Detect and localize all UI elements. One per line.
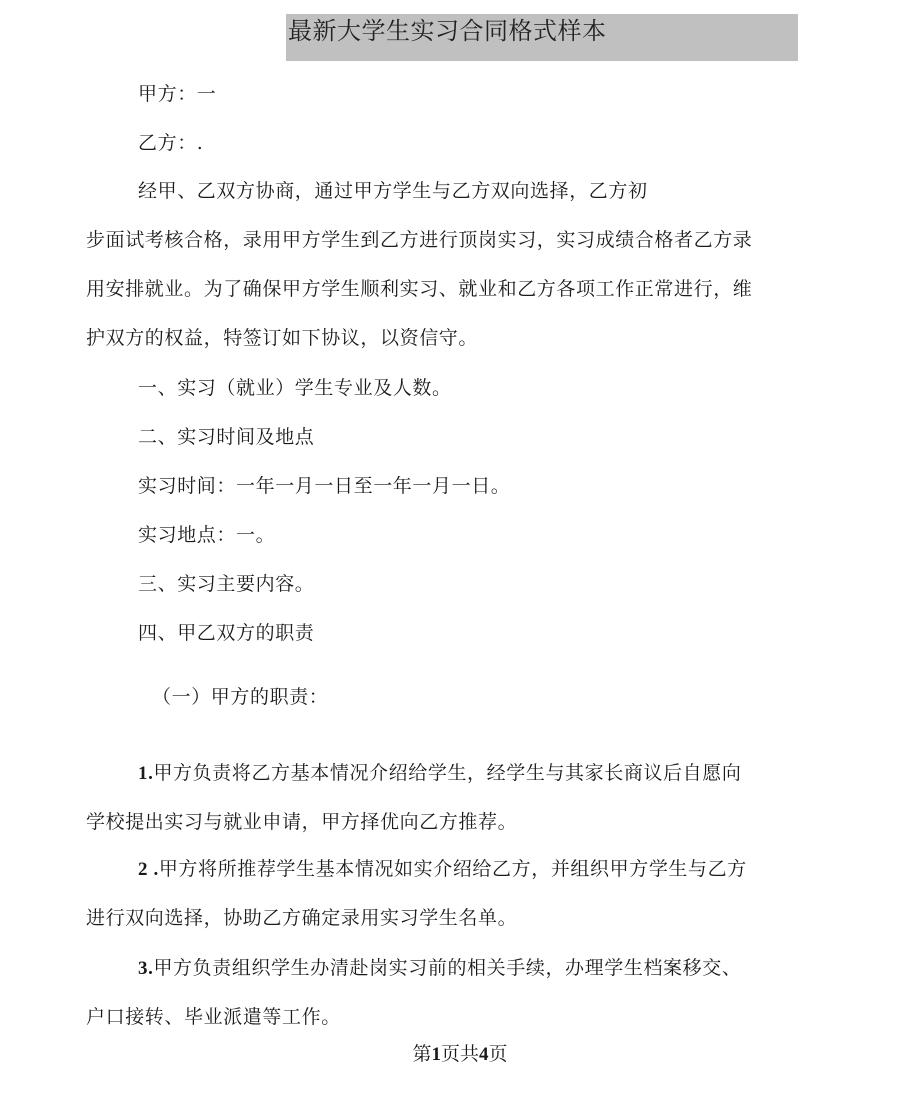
section-3-heading: 三、实习主要内容。 — [138, 573, 315, 595]
document-title: 最新大学生实习合同格式样本 — [288, 17, 607, 45]
duty-item-3-line-2: 户口接转、毕业派遣等工作。 — [86, 1006, 341, 1028]
duty-item-2-line-2: 进行双向选择，协助乙方确定录用实习学生名单。 — [86, 907, 518, 929]
item-number: 2 . — [138, 859, 159, 880]
item-text: 甲方负责组织学生办清赴岗实习前的相关手续，办理学生档案移交、 — [153, 957, 742, 979]
total-pages-number: 4 — [479, 1044, 489, 1065]
internship-location-line: 实习地点：一。 — [138, 524, 276, 546]
current-page-number: 1 — [431, 1044, 441, 1065]
title-banner — [286, 14, 798, 61]
party-b-line: 乙方：. — [138, 132, 204, 154]
subsection-party-a-duties: （一）甲方的职责： — [152, 686, 329, 708]
intro-paragraph-line-1: 经甲、乙双方协商，通过甲方学生与乙方双向选择，乙方初 — [138, 180, 648, 202]
item-text: 甲方负责将乙方基本情况介绍给学生，经学生与其家长商议后自愿向 — [153, 762, 742, 784]
intro-paragraph-line-2: 步面试考核合格，录用甲方学生到乙方进行顶岗实习，实习成绩合格者乙方录 — [86, 229, 753, 251]
internship-time-line: 实习时间：一年一月一日至一年一月一日。 — [138, 475, 511, 497]
party-a-line: 甲方：一 — [138, 83, 217, 105]
item-text: 甲方将所推荐学生基本情况如实介绍给乙方，并组织甲方学生与乙方 — [158, 858, 747, 880]
page-footer: 第1页共4页 — [412, 1043, 508, 1065]
item-number: 1. — [138, 763, 154, 784]
item-number: 3. — [138, 958, 154, 979]
duty-item-3-line-1 — [138, 956, 741, 981]
intro-paragraph-line-3: 用安排就业。为了确保甲方学生顺利实习、就业和乙方各项工作正常进行，维 — [86, 278, 753, 300]
duty-item-1-line-2: 学校提出实习与就业申请，甲方择优向乙方推荐。 — [86, 811, 518, 833]
section-2-heading: 二、实习时间及地点 — [138, 426, 315, 448]
intro-paragraph-line-4: 护双方的权益，特签订如下协议，以资信守。 — [86, 327, 479, 349]
duty-item-1-line-1 — [138, 761, 741, 786]
section-4-heading: 四、甲乙双方的职责 — [138, 622, 315, 644]
duty-item-2-line-1 — [138, 857, 747, 882]
section-1-heading: 一、实习（就业）学生专业及人数。 — [138, 377, 452, 399]
